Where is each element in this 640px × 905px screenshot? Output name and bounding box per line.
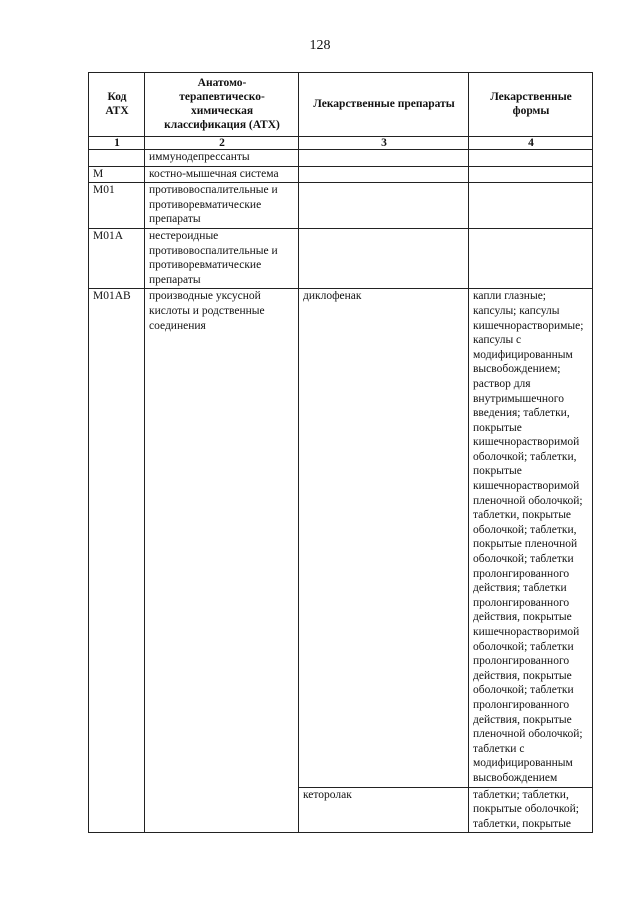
forms-cell	[469, 183, 593, 229]
drug-cell: диклофенак	[299, 289, 469, 787]
header-classification-line: терапевтическо-	[179, 91, 265, 103]
table-row	[89, 228, 593, 288]
drug-cell	[299, 228, 469, 288]
drug-cell	[299, 166, 469, 183]
forms-cell	[469, 166, 593, 183]
header-classification-line: Анатомо-	[197, 77, 247, 89]
atx-code-cell: M	[89, 166, 145, 183]
atx-code-cell: M01A	[89, 228, 145, 288]
atx-code-cell: M01AB	[89, 289, 145, 833]
classification-cell: противовоспалительные и противоревматические препараты	[145, 183, 299, 229]
column-number: 1	[89, 137, 145, 150]
header-forms	[469, 73, 593, 137]
table-row	[89, 183, 593, 229]
drug-cell: кеторолак	[299, 787, 469, 833]
drug-cell	[299, 150, 469, 167]
drug-cell	[299, 183, 469, 229]
header-code-line: Код	[107, 91, 127, 103]
classification-cell: иммунодепрессанты	[145, 150, 299, 167]
header-row	[89, 73, 593, 137]
header-drugs-line: Лекарственные препараты	[313, 98, 455, 110]
forms-cell: таблетки; таблетки, покрытые оболочкой; таблетки, покрытые	[469, 787, 593, 833]
table-row	[89, 150, 593, 167]
column-number: 2	[145, 137, 299, 150]
classification-cell: производные уксусной кислоты и родственные соединения	[145, 289, 299, 833]
forms-cell	[469, 150, 593, 167]
forms-cell: капли глазные; капсулы; капсулы кишечнорастворимые; капсулы с модифицированным высвобождением; раствор для внутримышечного введения; таблетки, покрытые кишечнорастворимой оболочкой; таблетки, покрытые кишечнорастворимой пленочной оболочкой; таблетки, покрытые оболочкой; таблетки, покрытые пленочной оболочкой; таблетки пролонгированного действия; таблетки пролонгированного действия, покрытые кишечнорастворимой оболочкой; таблетки пролонгированного действия, покрытые оболочкой; таблетки пролонгированного действия, покрытые пленочной оболочкой; таблетки с модифицированным высвобождением	[469, 289, 593, 787]
header-forms-line: формы	[512, 105, 550, 117]
classification-cell: костно-мышечная система	[145, 166, 299, 183]
page-number: 128	[309, 38, 331, 53]
atx-code-cell: M01	[89, 183, 145, 229]
column-number: 3	[299, 137, 469, 150]
header-classification-line: химическая	[190, 105, 254, 117]
header-code-line: АТХ	[105, 105, 129, 117]
table-row	[89, 166, 593, 183]
forms-cell	[469, 228, 593, 288]
atx-table	[88, 72, 593, 833]
header-classification	[145, 73, 299, 137]
header-code	[89, 73, 145, 137]
table-row	[89, 289, 593, 787]
header-drugs	[299, 73, 469, 137]
column-number: 4	[469, 137, 593, 150]
column-number-row	[89, 137, 593, 150]
atx-code-cell	[89, 150, 145, 167]
header-classification-line: классификация (АТХ)	[164, 119, 280, 131]
classification-cell: нестероидные противовоспалительные и противоревматические препараты	[145, 228, 299, 288]
header-forms-line: Лекарственные	[490, 91, 572, 103]
